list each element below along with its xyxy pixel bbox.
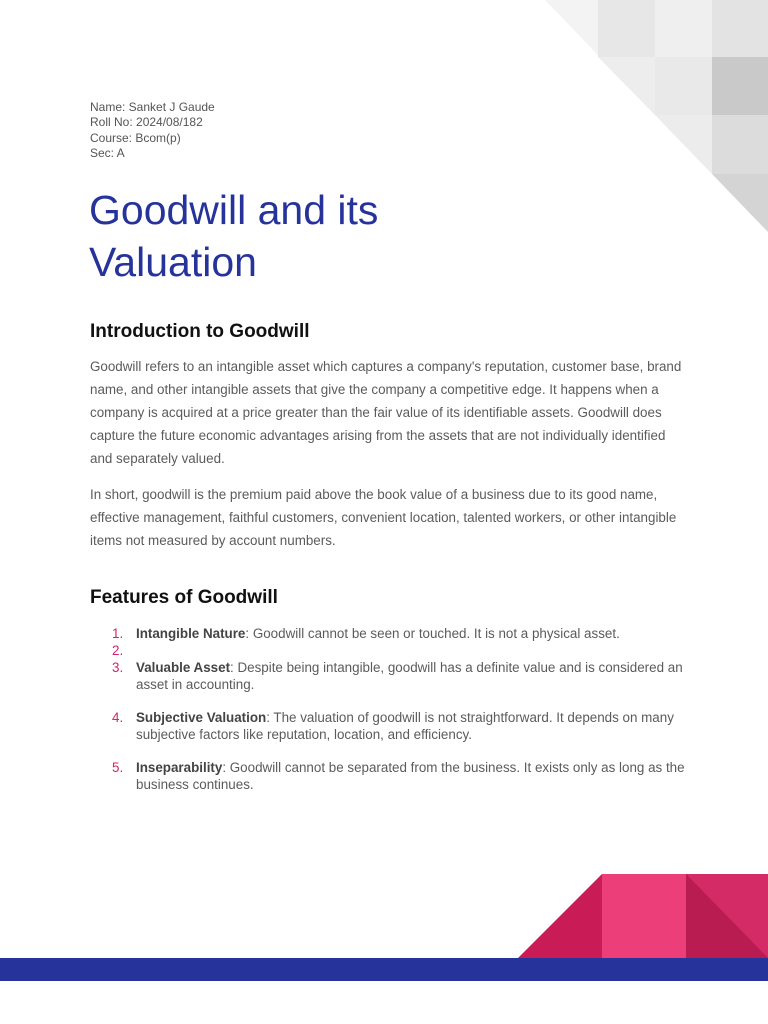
features-heading: Features of Goodwill (90, 587, 278, 608)
title-line-1: Goodwill and its (89, 187, 379, 233)
list-number: 4. (112, 710, 124, 725)
section: Sec: A (90, 145, 125, 160)
student-name: Name: Sanket J Gaude (90, 100, 215, 114)
list-text: : The valuation of goodwill is not straightforward. It depends on many subjective factors like reputation, location, and efficiency. (136, 710, 674, 742)
list-item (90, 759, 690, 793)
list-text: : Despite being intangible, goodwill has a definite value and is considered an asset in accounting. (136, 660, 683, 692)
list-number: 5. (112, 760, 124, 775)
intro-paragraph-1: Goodwill refers to an intangible asset which captures a company's reputation, customer base, brand name, and other intangible assets that give the company a competitive edge. It happens when a company is acquired at a price greater than the fair value of its identifiable assets. Goodwill does capture the future economic advantages arising from the assets that are not individually identified and separately valued. (90, 359, 682, 466)
list-term: Intangible Nature (136, 626, 246, 641)
list-number: 3. (112, 660, 124, 675)
list-item (90, 659, 690, 693)
course: Course: Bcom(p) (90, 130, 181, 145)
list-number: 1. (112, 626, 124, 641)
title-line-2: Valuation (89, 239, 257, 285)
features-list (90, 625, 690, 793)
list-text: : Goodwill cannot be separated from the business. It exists only as long as the business continues. (136, 760, 685, 792)
list-item (90, 625, 690, 642)
list-text: : Goodwill cannot be seen or touched. It is not a physical asset. (245, 626, 620, 641)
document-title (89, 184, 509, 288)
roll-number: Roll No: 2024/08/182 (90, 115, 203, 130)
list-item (90, 642, 690, 659)
list-number: 2. (112, 643, 124, 658)
intro-heading: Introduction to Goodwill (90, 321, 310, 342)
list-item (90, 709, 690, 743)
list-term: Inseparability (136, 760, 223, 775)
list-term: Valuable Asset (136, 660, 231, 675)
list-term: Subjective Valuation (136, 710, 267, 725)
student-info (90, 100, 215, 161)
intro-paragraph-2: In short, goodwill is the premium paid above the book value of a business due to its good name, effective management, faithful customers, convenient location, talented workers, or other intangible items not measured by account numbers. (90, 487, 677, 548)
